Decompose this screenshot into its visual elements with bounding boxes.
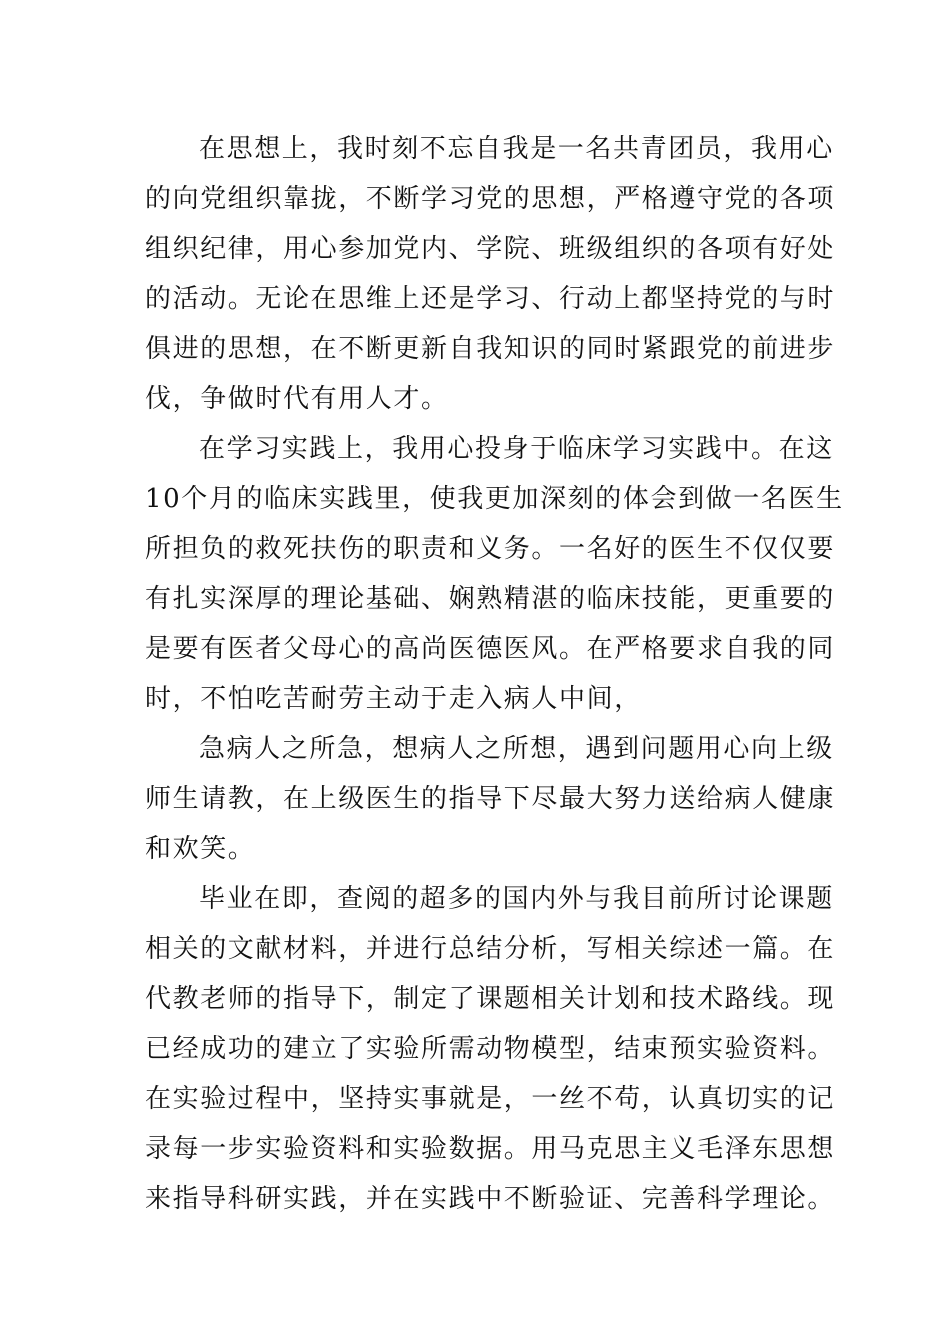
- text-line: 来指导科研实践，并在实践中不断验证、完善科学理论。: [145, 1184, 836, 1214]
- text-line: 的向党组织靠拢，不断学习党的思想，严格遵守党的各项: [145, 184, 836, 214]
- text-line: 10个月的临床实践里，使我更加深刻的体会到做一名医生: [145, 484, 844, 514]
- paragraph-political-thought: [145, 124, 836, 424]
- text-line: 在思想上，我时刻不忘自我是一名共青团员，我用心: [199, 134, 834, 164]
- text-line: 伐，争做时代有用人才。: [145, 384, 449, 414]
- text-line: 和欢笑。: [145, 834, 256, 864]
- text-line: 相关的文献材料，并进行总结分析，写相关综述一篇。在: [145, 934, 836, 964]
- text-line: 在实验过程中，坚持实事就是，一丝不苟，认真切实的记: [145, 1084, 836, 1114]
- paragraph-graduation-research: [145, 874, 836, 1224]
- paragraph-patient-care: [145, 724, 836, 874]
- text-line: 已经成功的建立了实验所需动物模型，结束预实验资料。: [145, 1034, 836, 1064]
- text-line: 是要有医者父母心的高尚医德医风。在严格要求自我的同: [145, 634, 836, 664]
- text-line: 有扎实深厚的理论基础、娴熟精湛的临床技能，更重要的: [145, 584, 836, 614]
- text-line: 组织纪律，用心参加党内、学院、班级组织的各项有好处: [145, 234, 836, 264]
- text-line: 毕业在即，查阅的超多的国内外与我目前所讨论课题: [199, 884, 834, 914]
- text-line: 时，不怕吃苦耐劳主动于走入病人中间，: [145, 684, 642, 714]
- text-line: 在学习实践上，我用心投身于临床学习实践中。在这: [199, 434, 834, 464]
- text-line: 俱进的思想，在不断更新自我知识的同时紧跟党的前进步: [145, 334, 836, 364]
- text-line: 代教老师的指导下，制定了课题相关计划和技术路线。现: [145, 984, 836, 1014]
- text-line: 师生请教，在上级医生的指导下尽最大努力送给病人健康: [145, 784, 836, 814]
- document-body: [145, 124, 844, 1224]
- text-line: 的活动。无论在思维上还是学习、行动上都坚持党的与时: [145, 284, 836, 314]
- paragraph-clinical-practice: [145, 424, 844, 724]
- text-line: 所担负的救死扶伤的职责和义务。一名好的医生不仅仅要: [145, 534, 836, 564]
- text-line: 急病人之所急，想病人之所想，遇到问题用心向上级: [199, 734, 834, 764]
- text-line: 录每一步实验资料和实验数据。用马克思主义毛泽东思想: [145, 1134, 836, 1164]
